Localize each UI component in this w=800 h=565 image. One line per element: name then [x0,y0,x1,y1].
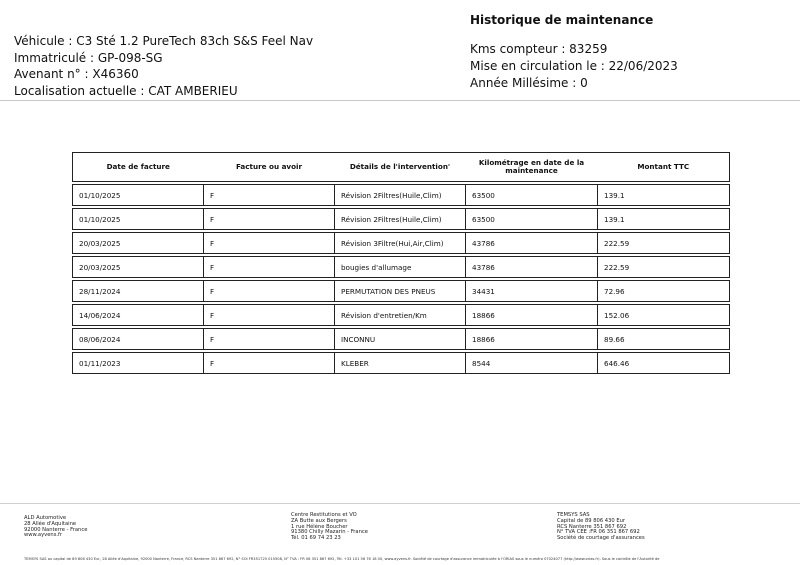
cell-details: Révision 3Filtre(Hui,Air,Clim) [335,233,466,254]
cell-details: bougies d'allumage [335,257,466,278]
table-row [73,233,730,254]
footer-company [24,516,87,539]
cell-type: F [204,281,335,302]
cell-amount: 646.46 [598,353,730,374]
cell-mileage: 18866 [466,305,598,326]
cell-date: 28/11/2024 [73,281,204,302]
cell-mileage: 43786 [466,257,598,278]
cell-type: F [204,305,335,326]
cell-details: Révision 2Filtres(Huile,Clim) [335,185,466,206]
cell-amount: 89.66 [598,329,730,350]
table-body [73,182,730,374]
cell-date: 20/03/2025 [73,257,204,278]
maintenance-table [72,152,730,374]
page-title: Historique de maintenance [470,13,654,27]
footer-line: Tél. 01 69 74 23 23 [291,535,341,542]
footer-line: Centre Restitutions et VO [291,512,357,518]
cell-details: KLEBER [335,353,466,374]
cell-date: 14/06/2024 [73,305,204,326]
cell-mileage: 18866 [466,329,598,350]
header-type: Facture ou avoir [204,153,335,182]
registration-date: Mise en circulation le : 22/06/2023 [470,59,678,73]
vehicle-avenant: Avenant n° : X46360 [14,67,139,82]
cell-date: 01/11/2023 [73,353,204,374]
model-year: Année Millésime : 0 [470,76,588,90]
cell-details: PERMUTATION DES PNEUS [335,281,466,302]
cell-date: 01/10/2025 [73,209,204,230]
vehicle-info [14,33,313,99]
cell-type: F [204,329,335,350]
cell-type: F [204,185,335,206]
cell-mileage: 34431 [466,281,598,302]
odometer-reading: Kms compteur : 83259 [470,42,608,56]
table-header-row [73,153,730,182]
header-details: Détails de l'intervention' [335,153,466,182]
footer-line: 91380 Chilly Mazarin - France [291,529,368,536]
table-row [73,329,730,350]
table-row [73,209,730,230]
table-row [73,353,730,374]
header-amount: Montant TTC [598,153,730,182]
vehicle-model: Véhicule : C3 Sté 1.2 PureTech 83ch S&S Feel Nav [14,34,314,48]
table-row [73,257,730,278]
vehicle-plate: Immatriculé : GP-098-SG [14,50,163,65]
cell-date: 01/10/2025 [73,185,204,206]
table-row [73,281,730,302]
cell-date: 20/03/2025 [73,233,204,254]
header-date: Date de facture [73,153,204,182]
footer-temsys [557,513,645,542]
cell-date: 08/06/2024 [73,329,204,350]
cell-details: Révision 2Filtres(Huile,Clim) [335,209,466,230]
footer-line: ZA Butte aux Bergers [291,517,347,524]
cell-mileage: 43786 [466,233,598,254]
cell-type: F [204,209,335,230]
footer-line: Capital de 89 806 430 Eur [557,517,626,524]
cell-amount: 222.59 [598,257,730,278]
cell-mileage: 8544 [466,353,598,374]
footer-divider [0,503,800,504]
legal-notice: TEMSYS SAS au capital de 89 806 430 Eur, 28 Allée d'Aquitaine, 92000 Nanterre, France, RCS Nanterre 351 867 692, N° SOI FR351725 015508, N° TVA : FR 06 351 867 692, Tél. +33 101 56 76 18 00, www.ayvens.fr. Société de courtage d'assurance immatriculée à l'ORIAS sous le numéro 07024077 (http://www.orias.fr). Sous le contrôle de l'Autorité de [24,557,660,561]
table-row [73,185,730,206]
cell-amount: 139.1 [598,185,730,206]
footer-centre [291,513,368,542]
header-mileage: Kilométrage en date de la maintenance [466,153,598,182]
footer-line: N° TVA CEE :FR 06 351 867 692 [557,529,640,536]
cell-amount: 139.1 [598,209,730,230]
vehicle-location: Localisation actuelle : CAT AMBERIEU [14,83,238,98]
cell-mileage: 63500 [466,209,598,230]
cell-amount: 222.59 [598,233,730,254]
cell-amount: 72.96 [598,281,730,302]
footer-line: ALD Automotive [24,515,67,521]
footer-line: Société de courtage d'assurances [557,535,645,542]
cell-type: F [204,233,335,254]
cell-details: Révision d'entretien/Km [335,305,466,326]
cell-type: F [204,353,335,374]
footer-line: 1 rue Hélène Boucher [291,523,348,530]
cell-amount: 152.06 [598,305,730,326]
footer-line: TEMSYS SAS [557,512,590,518]
cell-details: INCONNU [335,329,466,350]
header-divider [0,100,800,101]
footer-line: 92000 Nanterre - France [24,526,88,533]
footer-line: 28 Allée d'Aquitaine [24,520,77,527]
cell-mileage: 63500 [466,185,598,206]
cell-type: F [204,257,335,278]
table-row [73,305,730,326]
maintenance-summary [470,12,678,92]
footer-line: www.ayvens.fr [24,532,63,539]
footer-line: RCS Nanterre 351 867 692 [557,523,627,530]
